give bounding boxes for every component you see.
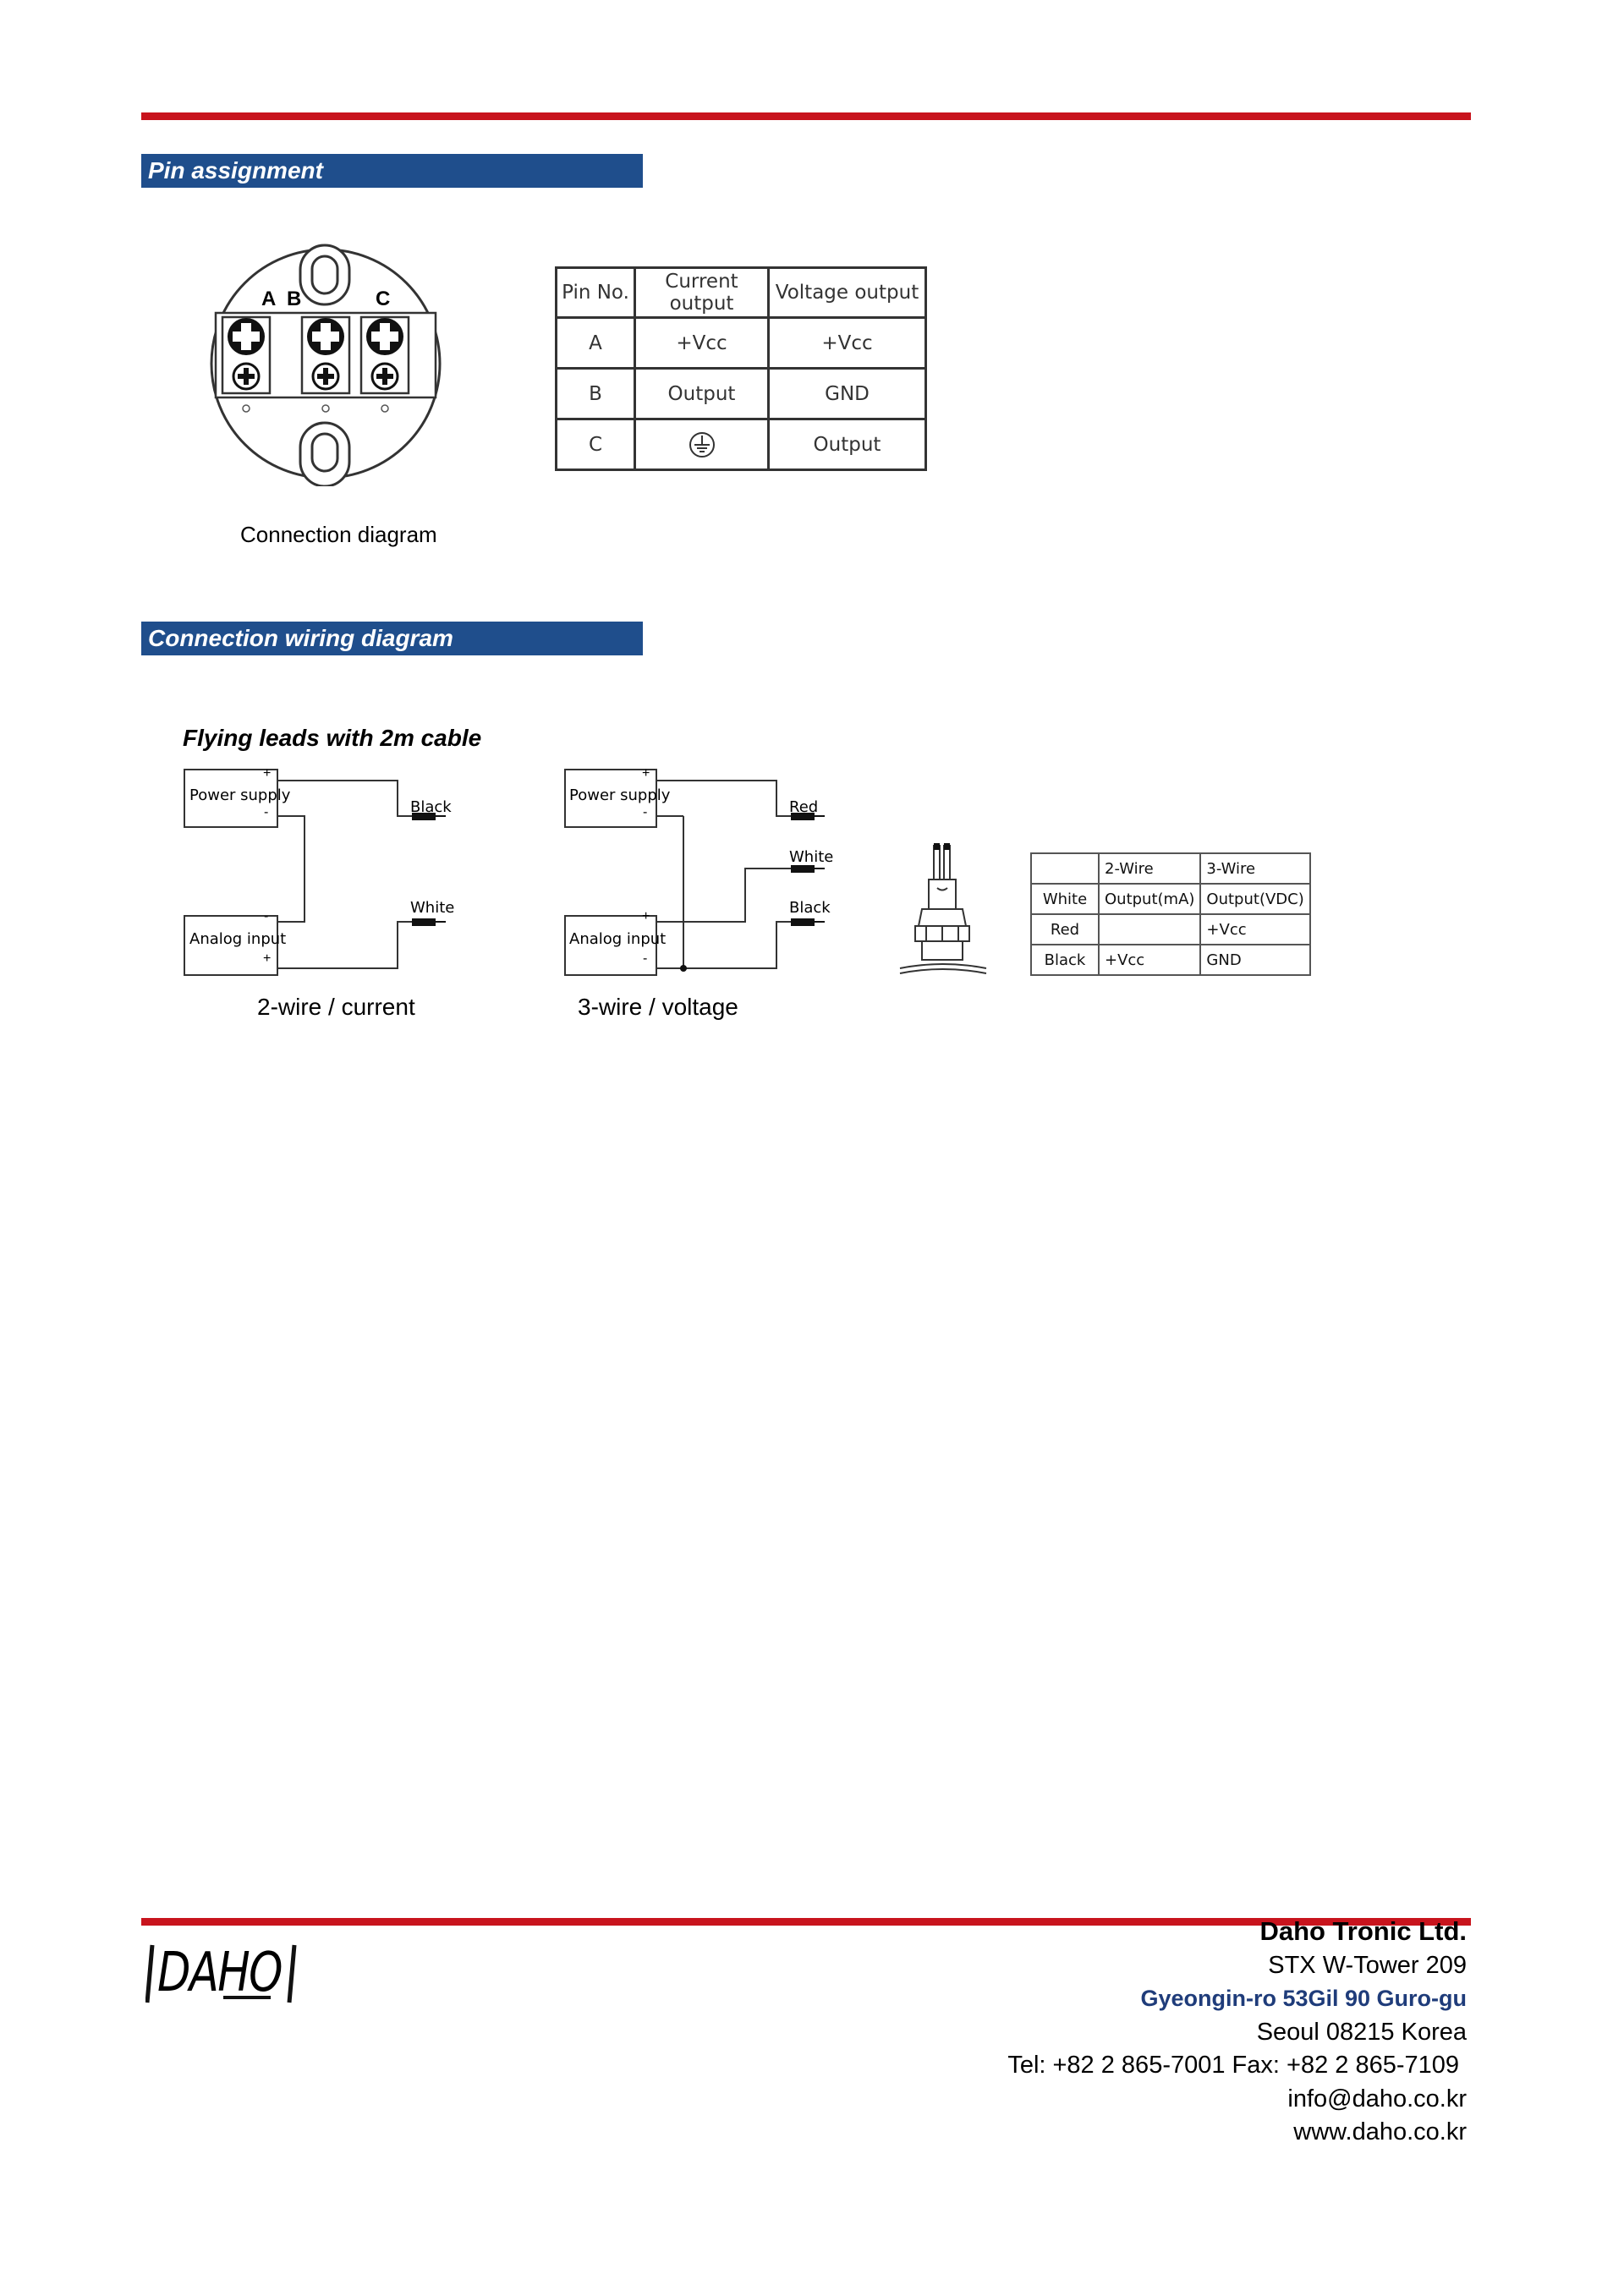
- three-wire-caption: 3-wire / voltage: [578, 994, 738, 1020]
- plus-sign: +: [642, 909, 650, 923]
- table-cell: Black: [1031, 945, 1099, 975]
- address-city: Seoul 08215 Korea: [1256, 2019, 1467, 2046]
- table-cell: C: [557, 419, 635, 470]
- lead-label-white: White: [410, 899, 455, 917]
- table-row: [1031, 945, 1310, 975]
- table-cell: Output: [635, 369, 769, 419]
- address-street: Gyeongin-ro 53Gil 90 Guro-gu: [1140, 1986, 1467, 2011]
- plus-sign: +: [263, 951, 272, 966]
- table-row: [1031, 914, 1310, 945]
- lead-label-red: Red: [789, 798, 819, 816]
- table-cell: Red: [1031, 914, 1099, 945]
- minus-sign: -: [643, 951, 648, 966]
- table-cell: B: [557, 369, 635, 419]
- wire-color-table: [1030, 852, 1311, 976]
- address-building: STX W-Tower 209: [1268, 1952, 1467, 1979]
- table-header-cell: [1031, 853, 1099, 884]
- sensor-cable-icon: [897, 841, 990, 981]
- pin-label-a: A: [261, 288, 277, 310]
- top-divider: [141, 112, 1471, 120]
- lead-label-black: Black: [410, 798, 452, 816]
- table-row: [1031, 884, 1310, 914]
- section-header-wiring: Connection wiring diagram: [141, 622, 643, 655]
- table-cell: Output: [769, 419, 926, 470]
- table-row: [557, 318, 926, 369]
- website-link[interactable]: www.daho.co.kr: [1293, 2118, 1467, 2145]
- analog-input-label: Analog input: [189, 930, 287, 948]
- company-name: Daho Tronic Ltd.: [1259, 1916, 1467, 1946]
- section-header-pin-assignment: Pin assignment: [141, 154, 643, 188]
- analog-input-label: Analog input: [569, 930, 667, 948]
- phone-fax: Tel: +82 2 865-7001 Fax: +82 2 865-7109: [1007, 2052, 1459, 2079]
- table-header-row: [1031, 853, 1310, 884]
- minus-sign: -: [643, 805, 648, 819]
- table-cell: +Vcc: [1200, 914, 1309, 945]
- table-cell: GND: [769, 369, 926, 419]
- plus-sign: +: [642, 766, 650, 781]
- lead-label-black: Black: [789, 899, 831, 917]
- lead-label-white: White: [789, 848, 834, 866]
- table-cell: Output(VDC): [1200, 884, 1309, 914]
- pin-label-c: C: [376, 288, 391, 310]
- table-cell: +Vcc: [769, 318, 926, 369]
- table-cell: A: [557, 318, 635, 369]
- table-header-cell: 3-Wire: [1200, 853, 1309, 884]
- table-row: [557, 369, 926, 419]
- minus-sign: -: [264, 909, 269, 923]
- table-header-cell: Current output: [635, 268, 769, 318]
- table-header-cell: Pin No.: [557, 268, 635, 318]
- table-header-cell: 2-Wire: [1099, 853, 1200, 884]
- table-cell: +Vcc: [1099, 945, 1200, 975]
- table-cell: +Vcc: [635, 318, 769, 369]
- daho-logo: [145, 1938, 298, 2009]
- two-wire-caption: 2-wire / current: [257, 994, 415, 1020]
- table-header-row: [557, 268, 926, 318]
- minus-sign: -: [264, 805, 269, 819]
- logo-text: DAHO: [157, 1942, 282, 2004]
- plus-sign: +: [263, 766, 272, 781]
- table-row: [557, 419, 926, 470]
- ground-symbol-icon: [688, 430, 716, 459]
- connector-face-diagram: [207, 241, 453, 486]
- pin-assignment-table: [555, 266, 927, 471]
- email-link[interactable]: info@daho.co.kr: [1287, 2085, 1467, 2112]
- table-cell: Output(mA): [1099, 884, 1200, 914]
- table-cell: [635, 419, 769, 470]
- pin-label-b: B: [287, 288, 302, 310]
- table-cell: White: [1031, 884, 1099, 914]
- table-cell: [1099, 914, 1200, 945]
- table-cell: GND: [1200, 945, 1309, 975]
- connection-diagram-caption: Connection diagram: [240, 522, 437, 547]
- wiring-subtitle: Flying leads with 2m cable: [183, 725, 482, 751]
- table-header-cell: Voltage output: [769, 268, 926, 318]
- power-supply-label: Power supply: [189, 786, 291, 804]
- power-supply-label: Power supply: [569, 786, 671, 804]
